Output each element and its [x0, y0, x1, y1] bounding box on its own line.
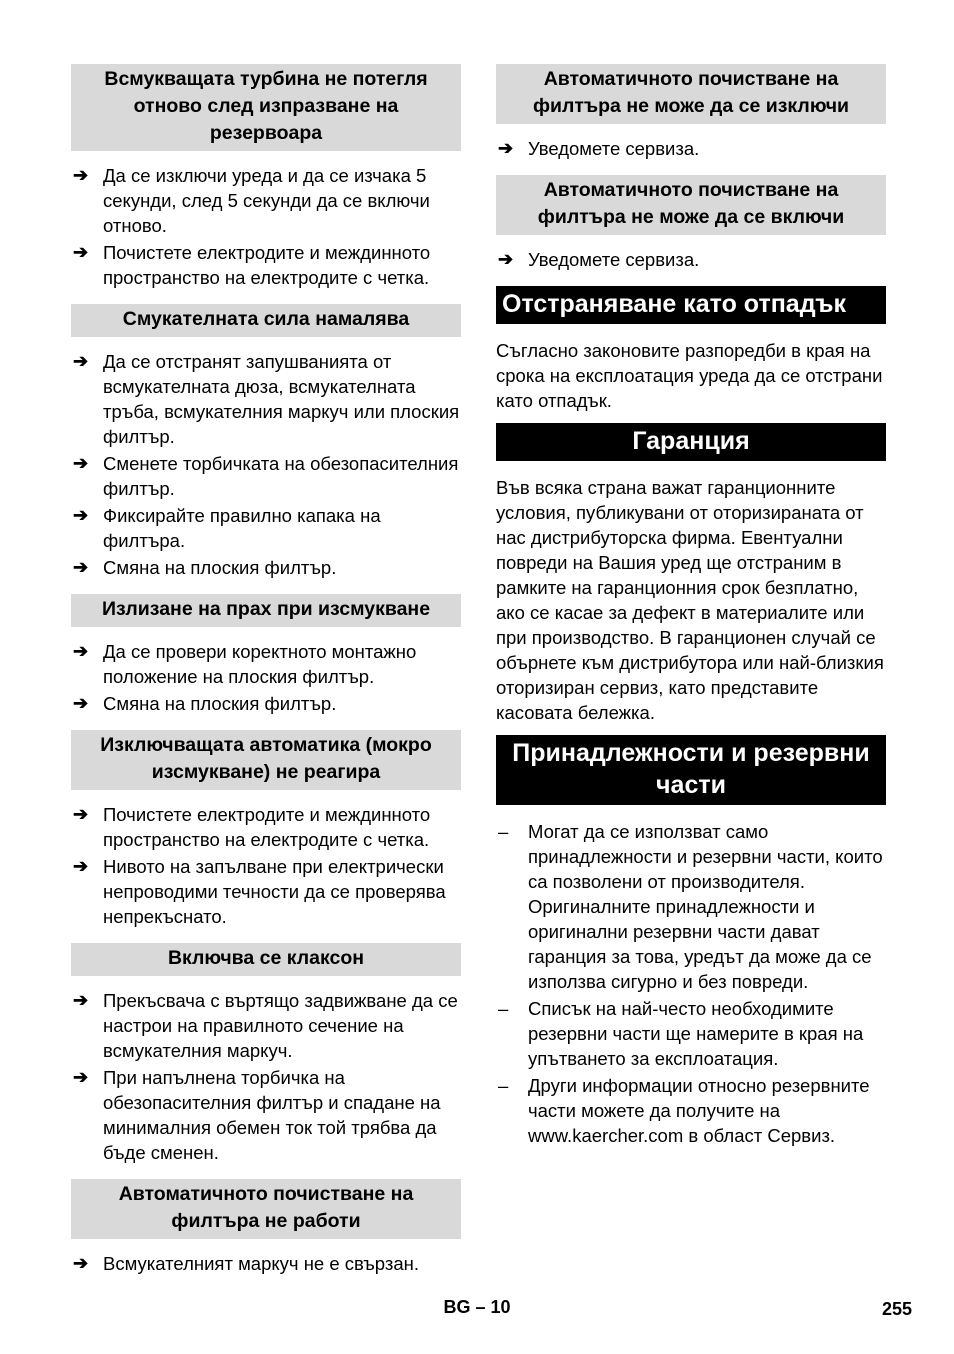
list-item: ➔ Да се провери коректното монтажно положение на плоския филтър.: [73, 641, 417, 687]
disposal-text: Съгласно законовите разпоредби в края на срока на експлоатация уреда да се отстрани като отпадък.: [496, 340, 883, 411]
list-item: ➔ При напълнена торбичка на обезопасителния филтър и спадане на минималния обемен ток той трябва да бъде сменен.: [73, 1067, 441, 1163]
list-item: ➔ Смяна на плоския филтър.: [73, 693, 337, 714]
list-item: ➔ Почистете електродите и междинното пространство на електродите с четка.: [73, 242, 431, 288]
section-list: [71, 163, 461, 290]
list-item: ➔ Да се отстранят запушванията от всмукателната дюза, всмукателната тръба, всмукателния маркуч или плоския филтър.: [73, 351, 460, 447]
dash-bullet: –: [498, 821, 509, 842]
section-list: [71, 349, 461, 580]
section-heading: Включва се клаксон: [71, 943, 461, 976]
list-item: ➔ Прекъсвача с въртящо задвижване да се настрои на правилното сечение на всмукателния маркуч.: [73, 990, 458, 1061]
list-item: – Могат да се използват само принадлежности и резервни части, които са позволени от производителя. Оригиналните принадлежности и оригинални резервни части дават гаранция за това, уредът да може да се използва сигурно и без повреди.: [498, 821, 883, 992]
dash-bullet: –: [498, 1075, 509, 1096]
disposal-heading: Отстраняване като отпадък: [496, 286, 886, 324]
section-list: [71, 639, 461, 716]
list-item: ➔ Всмукателният маркуч не е свързан.: [73, 1253, 419, 1274]
list-item: ➔ Фиксирайте правилно капака на филтъра.: [73, 505, 381, 551]
section-heading: Автоматичното почистване на филтъра не работи: [71, 1179, 461, 1239]
section-heading: Смукателната сила намалява: [71, 304, 461, 337]
warranty-heading: Гаранция: [496, 423, 886, 461]
section-list: [71, 1251, 461, 1276]
list-item: – Други информации относно резервните части можете да получите на www.kaercher.com в област Сервиз.: [498, 1075, 870, 1146]
arrow-right-icon: ➔: [73, 693, 89, 713]
warranty-text: Във всяка страна важат гаранционните условия, публикувани от оторизираната от нас дистрибуторска фирма. Евентуални повреди на Вашия уред ще отстраним в рамките на гаранционния срок безплатно, ако се касае за дефект в материалите или при производство. В гаранционен случай се обърнете към дистрибутора или най-близкия оторизиран сервиз, като представите касовата бележка.: [496, 477, 884, 723]
arrow-right-icon: ➔: [73, 990, 89, 1010]
section-list: [71, 988, 461, 1165]
dash-bullet: –: [498, 998, 509, 1019]
arrow-right-icon: ➔: [73, 1067, 89, 1087]
page-number: 255: [881, 1299, 912, 1319]
arrow-right-icon: ➔: [73, 641, 89, 661]
section-list: [496, 136, 886, 161]
right-column: [496, 64, 886, 1162]
arrow-right-icon: ➔: [73, 242, 89, 262]
section-heading: Автоматичното почистване на филтъра не може да се изключи: [496, 64, 886, 124]
list-item: ➔ Да се изключи уреда и да се изчака 5 секунди, след 5 секунди да се включи отново.: [73, 165, 430, 236]
list-item: ➔ Смяна на плоския филтър.: [73, 557, 337, 578]
arrow-right-icon: ➔: [73, 804, 89, 824]
section-heading: Автоматичното почистване на филтъра не може да се включи: [496, 175, 886, 235]
section-list: [496, 247, 886, 272]
list-item: ➔ Нивото на запълване при електрически непроводими течности да се проверява непрекъснато.: [73, 856, 446, 927]
list-item: ➔ Сменете торбичката на обезопасителния филтър.: [73, 453, 459, 499]
arrow-right-icon: ➔: [73, 557, 89, 577]
list-item: ➔ Почистете електродите и междинното пространство на електродите с четка.: [73, 804, 431, 850]
section-heading: Всмукващата турбина не потегля отново след изпразване на резервоара: [71, 64, 461, 151]
footer-lang-page: BG – 10: [443, 1297, 511, 1317]
left-column: [71, 64, 461, 1290]
arrow-right-icon: ➔: [73, 165, 89, 185]
arrow-right-icon: ➔: [73, 1253, 89, 1273]
arrow-right-icon: ➔: [498, 249, 514, 269]
section-list: [71, 802, 461, 929]
arrow-right-icon: ➔: [73, 856, 89, 876]
list-item: ➔ Уведомете сервиза.: [498, 138, 700, 159]
list-item: ➔ Уведомете сервиза.: [498, 249, 700, 270]
accessories-heading: Принадлежности и резервни части: [496, 735, 886, 805]
arrow-right-icon: ➔: [73, 351, 89, 371]
arrow-right-icon: ➔: [73, 453, 89, 473]
arrow-right-icon: ➔: [73, 505, 89, 525]
list-item: – Списък на най-често необходимите резервни части ще намерите в края на упътването за експлоатация.: [498, 998, 864, 1069]
section-heading: Излизане на прах при изсмукване: [71, 594, 461, 627]
arrow-right-icon: ➔: [498, 138, 514, 158]
accessories-list: [496, 819, 886, 1148]
section-heading: Изключващата автоматика (мокро изсмукване) не реагира: [71, 730, 461, 790]
